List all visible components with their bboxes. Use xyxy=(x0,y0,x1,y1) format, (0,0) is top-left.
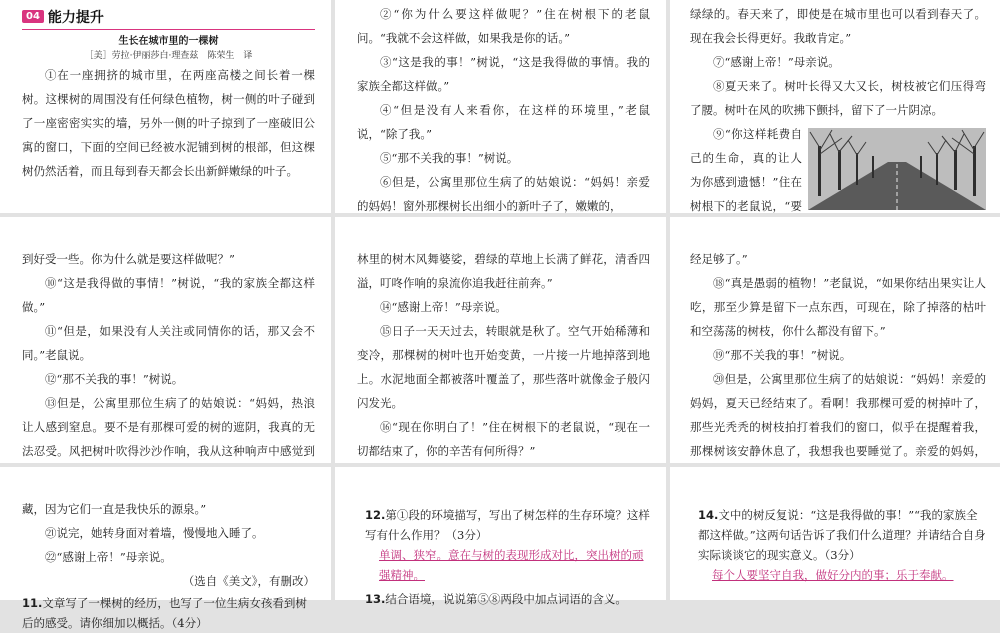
question-number: 13. xyxy=(365,592,386,606)
paragraph-1: ①在一座拥挤的城市里，在两座高楼之间长着一棵树。这棵树的周围没有任何绿色植物，树一侧的叶子碰到了一座密密实实的墙，另外一侧的叶子掠到了一座破旧公寓的窗口，下面的空间已经被水泥铺到树的根部，但这棵树仍然活着，而且每到春天都会长出新鲜嫩绿的叶子。 xyxy=(22,67,315,178)
panel-8 xyxy=(335,467,666,606)
question-text: 第①段的环境描写，写出了树怎样的生存环境？这样写有什么作用？（3分） xyxy=(365,508,650,542)
paragraph: ㉑说完，她转身面对着墙，慢慢地入睡了。 xyxy=(45,526,264,540)
paragraph: ⑳但是，公寓里那位生病了的姑娘说：“妈妈！亲爱的妈妈，夏天已经结束了。看啊！我那棵可爱的树掉叶了，那些光秃秃的树枝拍打着我们的窗口，似乎在提醒着我，那棵树该安静休息了，我想我也要睡觉了。亲爱的妈妈， xyxy=(690,372,986,458)
paragraph: ⑤“那不关我的事！”树说。 xyxy=(380,151,519,165)
paragraph-wrapped: ⑨“你这样耗费自己的生命，真的让人为你感到遗憾！”住在树根下的老鼠说，“要 xyxy=(690,127,802,213)
paragraph: ⑮日子一天天过去，转眼就是秋了。空气开始稀薄和变冷，那棵树的树叶也开始变黄，一片接一片地掉落到地上。水泥地面全都被落叶覆盖了，那些落叶就像金子般闪闪发光。 xyxy=(357,324,650,410)
paragraph: 经足够了。” xyxy=(690,252,748,266)
paragraph: ③“这是我的事！”树说，“这是我得做的事情。我的家族全都这样做。” xyxy=(357,55,650,93)
paragraph: ⑯“现在你明白了！”住在树根下的老鼠说，“现在一切都结束了，你的辛苦有何所得？” xyxy=(357,420,650,458)
question-number: 14. xyxy=(698,508,719,522)
article-title: 生长在城市里的一棵树 xyxy=(118,35,219,47)
section-badge xyxy=(22,7,104,27)
panel-3 xyxy=(670,0,1000,213)
paragraph: ⑪“但是，如果没有人关注或同情你的话，那又会不同。”老鼠说。 xyxy=(22,324,315,362)
question-11 xyxy=(22,593,315,633)
question-14 xyxy=(698,505,986,565)
paragraph: ⑫“那不关我的事！”树说。 xyxy=(45,372,184,386)
section-number: 04 xyxy=(22,10,44,23)
paragraph: ⑭“感谢上帝！”母亲说。 xyxy=(380,300,507,314)
panel-2 xyxy=(335,0,666,213)
answer-14 xyxy=(698,565,986,585)
paragraph: 藏，因为它们一直是我快乐的源泉。” xyxy=(22,502,207,516)
panel-1 xyxy=(0,0,331,213)
paragraph: ⑱“真是愚弱的植物！”老鼠说，“如果你结出果实让人吃，那至少算是留下一点东西，可现在，除了掉落的枯叶和空荡荡的树枝，你什么都没有留下。” xyxy=(690,276,986,338)
panel-7 xyxy=(0,467,331,630)
avenue-photo xyxy=(808,128,986,210)
answer-text: 每个人要坚守自我，做好分内的事；乐于奉献。 xyxy=(712,568,954,582)
paragraph: ⑲“那不关我的事！”树说。 xyxy=(713,348,852,362)
paragraph: ⑧夏天来了。树叶长得又大又长，树枝被它们压得弯了腰。树叶在风的吹拂下颤抖，留下了一片阴凉。 xyxy=(690,79,986,117)
answer-12 xyxy=(365,545,650,585)
paragraph: ⑦“感谢上帝！”母亲说。 xyxy=(713,55,840,69)
question-text: 文章写了一棵树的经历，也写了一位生病女孩看到树后的感受。请你细加以概括。（4分） xyxy=(22,596,307,630)
panel-5 xyxy=(335,217,666,463)
paragraph: ②“你为什么要这样做呢？”住在树根下的老鼠问。“我就不会这样做，如果我是你的话。” xyxy=(357,7,650,45)
question-12 xyxy=(365,505,650,545)
question-text: 文中的树反复说：“这是我得做的事！”“我的家族全都这样做。”这两句话告诉了我们什么道理？并请结合自身实际谈谈它的现实意义。（3分） xyxy=(698,508,986,562)
question-number: 11. xyxy=(22,596,43,610)
answer-text: 单调、狭窄。意在与树的表现形成对比，突出树的顽强精神。 xyxy=(379,548,644,582)
paragraph: ⑬但是，公寓里那位生病了的姑娘说：“妈妈，热浪让人感到窒息。要不是有那棵可爱的树的遮阴，我真的无法忍受。风把树叶吹得沙沙作响，我从这种响声中感觉到 xyxy=(22,396,315,458)
question-number: 12. xyxy=(365,508,386,522)
paragraph: 到好受一些。你为什么就是要这样做呢？” xyxy=(22,252,235,266)
panel-6 xyxy=(670,217,1000,463)
paragraph: ④“但是没有人来看你，在这样的环境里，”老鼠说，“除了我。” xyxy=(357,103,650,141)
question-13 xyxy=(365,589,650,609)
paragraph: ⑩“这是我得做的事情！”树说，“我的家族全都这样做。” xyxy=(22,276,315,314)
paragraph: 林里的树木风舞婆娑，碧绿的草地上长满了鲜花，清香四溢，叮咚作响的泉流你追我赶往前奔。” xyxy=(357,252,650,290)
section-title: 能力提升 xyxy=(47,9,104,26)
panel-4 xyxy=(0,217,331,463)
panel-9 xyxy=(670,467,1000,600)
paragraph: ⑥但是，公寓里那位生病了的姑娘说：“妈妈！亲爱的妈妈！窗外那棵树长出细小的新叶子了，嫩嫩的， xyxy=(357,175,650,213)
article-byline: ［美］劳拉·伊丽莎白·理查兹 陈荣生 译 xyxy=(84,50,253,61)
section-underline xyxy=(22,29,315,30)
source-note: （选自《美文》，有删改） xyxy=(182,574,315,588)
paragraph: 绿绿的。春天来了，即使是在城市里也可以看到春天了。现在我会长得更好。我敢肯定。” xyxy=(690,7,986,45)
question-text: 结合语境，说说第⑤⑧两段中加点词语的含义。 xyxy=(385,592,627,606)
paragraph: ㉒“感谢上帝！”母亲说。 xyxy=(45,550,172,564)
tree-lined-road-image xyxy=(808,128,986,210)
